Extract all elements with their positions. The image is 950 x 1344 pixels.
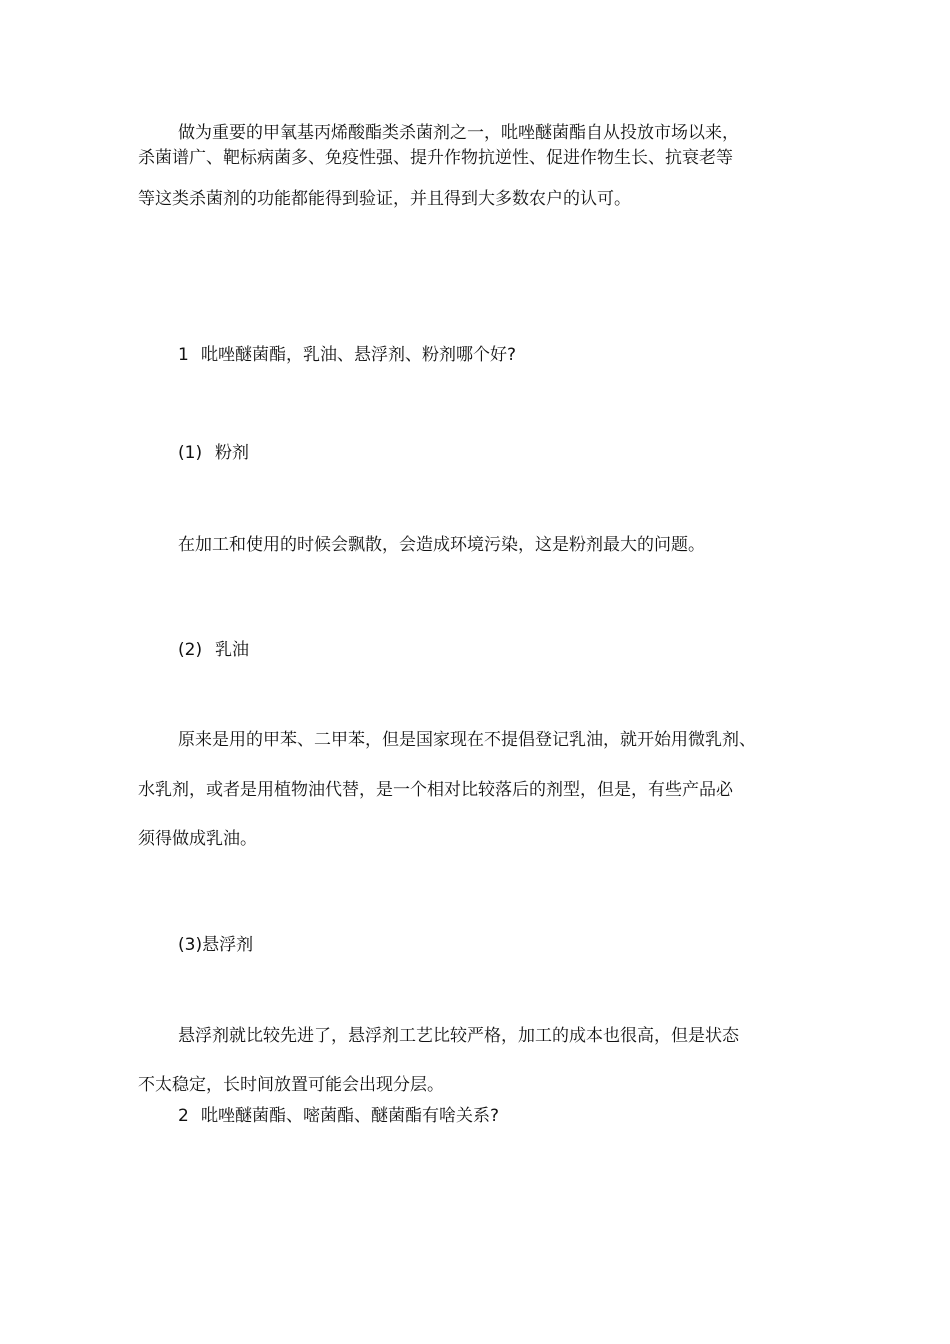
sub-2-body-line-1: 原来是用的甲苯、二甲苯，但是国家现在不提倡登记乳油，就开始用微乳剂、 xyxy=(178,730,756,750)
sub-2-number: (2) xyxy=(178,640,203,660)
sub-1-number: (1) xyxy=(178,443,203,463)
section-1-title: 吡唑醚菌酯，乳油、悬浮剂、粉剂哪个好? xyxy=(201,345,517,365)
sub-3-body-line-2: 不太稳定，长时间放置可能会出现分层。 xyxy=(138,1075,444,1095)
sub-2-body-line-3: 须得做成乳油。 xyxy=(138,829,257,849)
sub-3-body-line-1: 悬浮剂就比较先进了，悬浮剂工艺比较严格，加工的成本也很高，但是状态 xyxy=(178,1026,739,1046)
sub-2-body-line-2: 水乳剂，或者是用植物油代替，是一个相对比较落后的剂型，但是，有些产品必 xyxy=(138,780,733,800)
intro-line-1: 做为重要的甲氧基丙烯酸酯类杀菌剂之一，吡唑醚菌酯自从投放市场以来， xyxy=(178,123,739,143)
intro-line-2: 杀菌谱广、靶标病菌多、免疫性强、提升作物抗逆性、促进作物生长、抗衰老等 xyxy=(138,148,733,168)
section-2-number: 2 xyxy=(178,1106,189,1126)
sub-1-body: 在加工和使用的时候会飘散，会造成环境污染，这是粉剂最大的问题。 xyxy=(178,535,705,555)
sub-3-heading: (3)悬浮剂 xyxy=(178,935,254,955)
section-1-heading xyxy=(178,343,516,367)
sub-1-heading xyxy=(178,441,249,465)
intro-line-3: 等这类杀菌剂的功能都能得到验证，并且得到大多数农户的认可。 xyxy=(138,189,631,209)
section-1-number: 1 xyxy=(178,345,189,365)
sub-1-title: 粉剂 xyxy=(215,443,249,463)
section-2-title: 吡唑醚菌酯、嘧菌酯、醚菌酯有啥关系? xyxy=(201,1106,500,1126)
sub-2-heading xyxy=(178,638,249,662)
section-2-heading xyxy=(178,1104,499,1128)
sub-2-title: 乳油 xyxy=(215,640,249,660)
